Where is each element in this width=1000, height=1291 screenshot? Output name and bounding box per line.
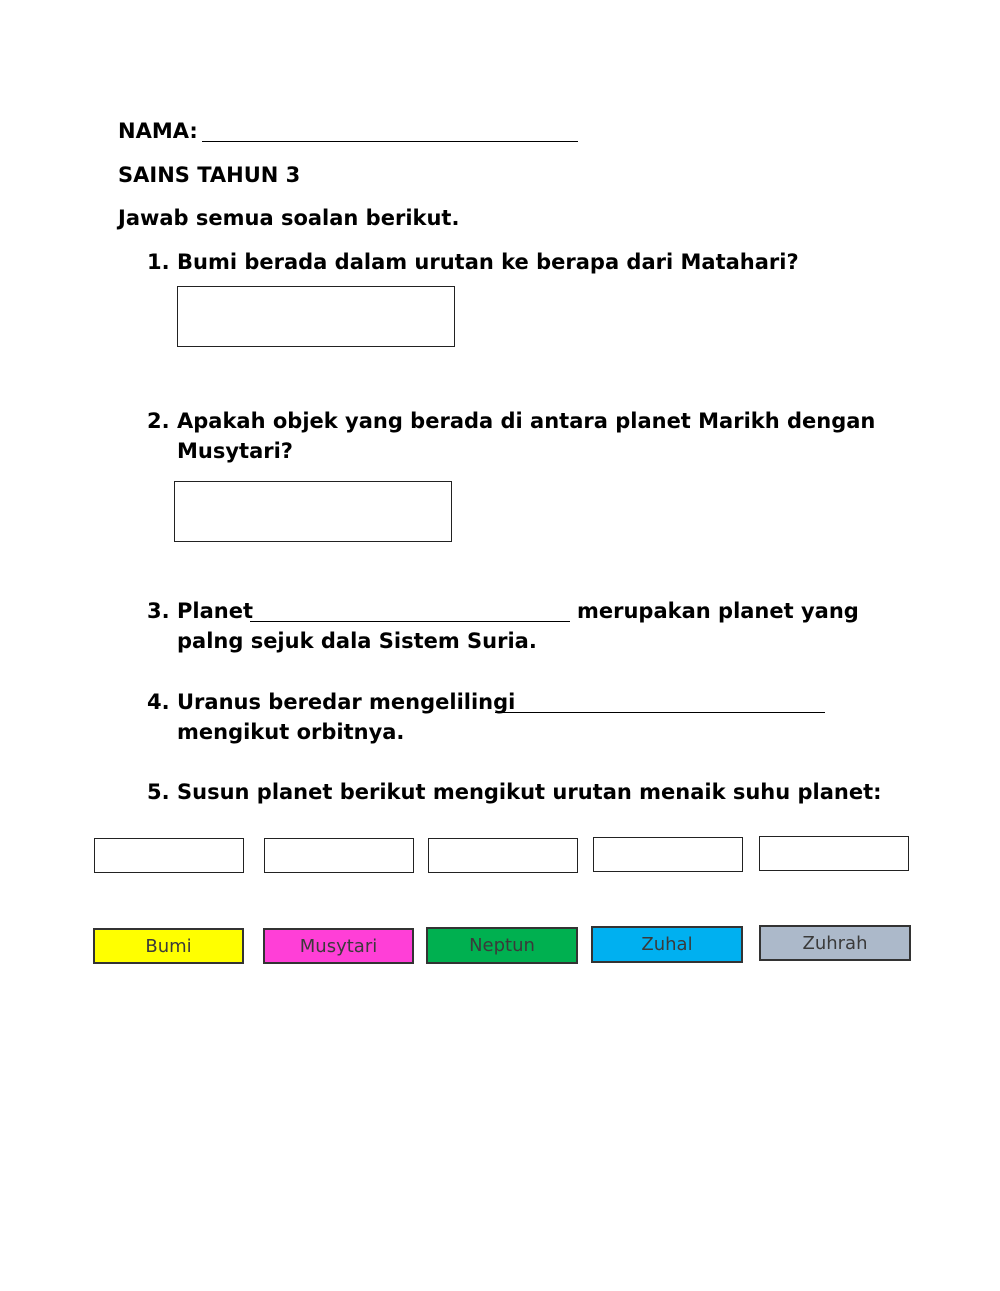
question-4-text-before: Uranus beredar mengelilingi bbox=[177, 690, 516, 714]
planet-tile-musytari[interactable] bbox=[263, 928, 414, 964]
planet-tile-label: Zuhal bbox=[641, 934, 693, 955]
question-2-text-line1: Apakah objek yang berada di antara planet Marikh dengan bbox=[177, 409, 876, 433]
question-2-number: 2. bbox=[147, 409, 170, 433]
planet-tile-neptun[interactable] bbox=[426, 927, 578, 964]
instruction-text: Jawab semua soalan berikut. bbox=[118, 206, 460, 230]
planet-tile-label: Neptun bbox=[469, 935, 535, 956]
question-4-text-line2: mengikut orbitnya. bbox=[177, 720, 405, 744]
question-3-text-line2: palng sejuk dala Sistem Suria. bbox=[177, 629, 537, 653]
name-answer-line[interactable] bbox=[202, 141, 578, 142]
answer-box-1[interactable] bbox=[177, 286, 455, 347]
answer-box-2[interactable] bbox=[174, 481, 452, 542]
planet-tile-zuhal[interactable] bbox=[591, 926, 743, 963]
order-slot-2[interactable] bbox=[264, 838, 414, 873]
question-2-text-line2: Musytari? bbox=[177, 439, 293, 463]
question-5-number: 5. bbox=[147, 780, 170, 804]
order-slot-5[interactable] bbox=[759, 836, 909, 871]
question-4-number: 4. bbox=[147, 690, 170, 714]
question-3-blank-line[interactable] bbox=[250, 621, 570, 622]
order-slot-3[interactable] bbox=[428, 838, 578, 873]
question-1-text: Bumi berada dalam urutan ke berapa dari Matahari? bbox=[177, 250, 799, 274]
planet-tile-bumi[interactable] bbox=[93, 928, 244, 964]
question-3-text-before: Planet bbox=[177, 599, 253, 623]
order-slot-1[interactable] bbox=[94, 838, 244, 873]
planet-tile-label: Zuhrah bbox=[802, 932, 868, 954]
name-label: NAMA: bbox=[118, 119, 198, 143]
order-slot-4[interactable] bbox=[593, 837, 743, 872]
planet-tile-zuhrah[interactable] bbox=[759, 925, 911, 961]
question-5-text: Susun planet berikut mengikut urutan menaik suhu planet: bbox=[177, 780, 882, 804]
planet-tile-label: Musytari bbox=[299, 935, 378, 957]
question-3-number: 3. bbox=[147, 599, 170, 623]
planet-tile-label: Bumi bbox=[145, 935, 192, 957]
subject-title: SAINS TAHUN 3 bbox=[118, 163, 301, 187]
question-4-blank-line[interactable] bbox=[495, 712, 825, 713]
question-1-number: 1. bbox=[147, 250, 170, 274]
question-3-text-after: merupakan planet yang bbox=[577, 599, 859, 623]
